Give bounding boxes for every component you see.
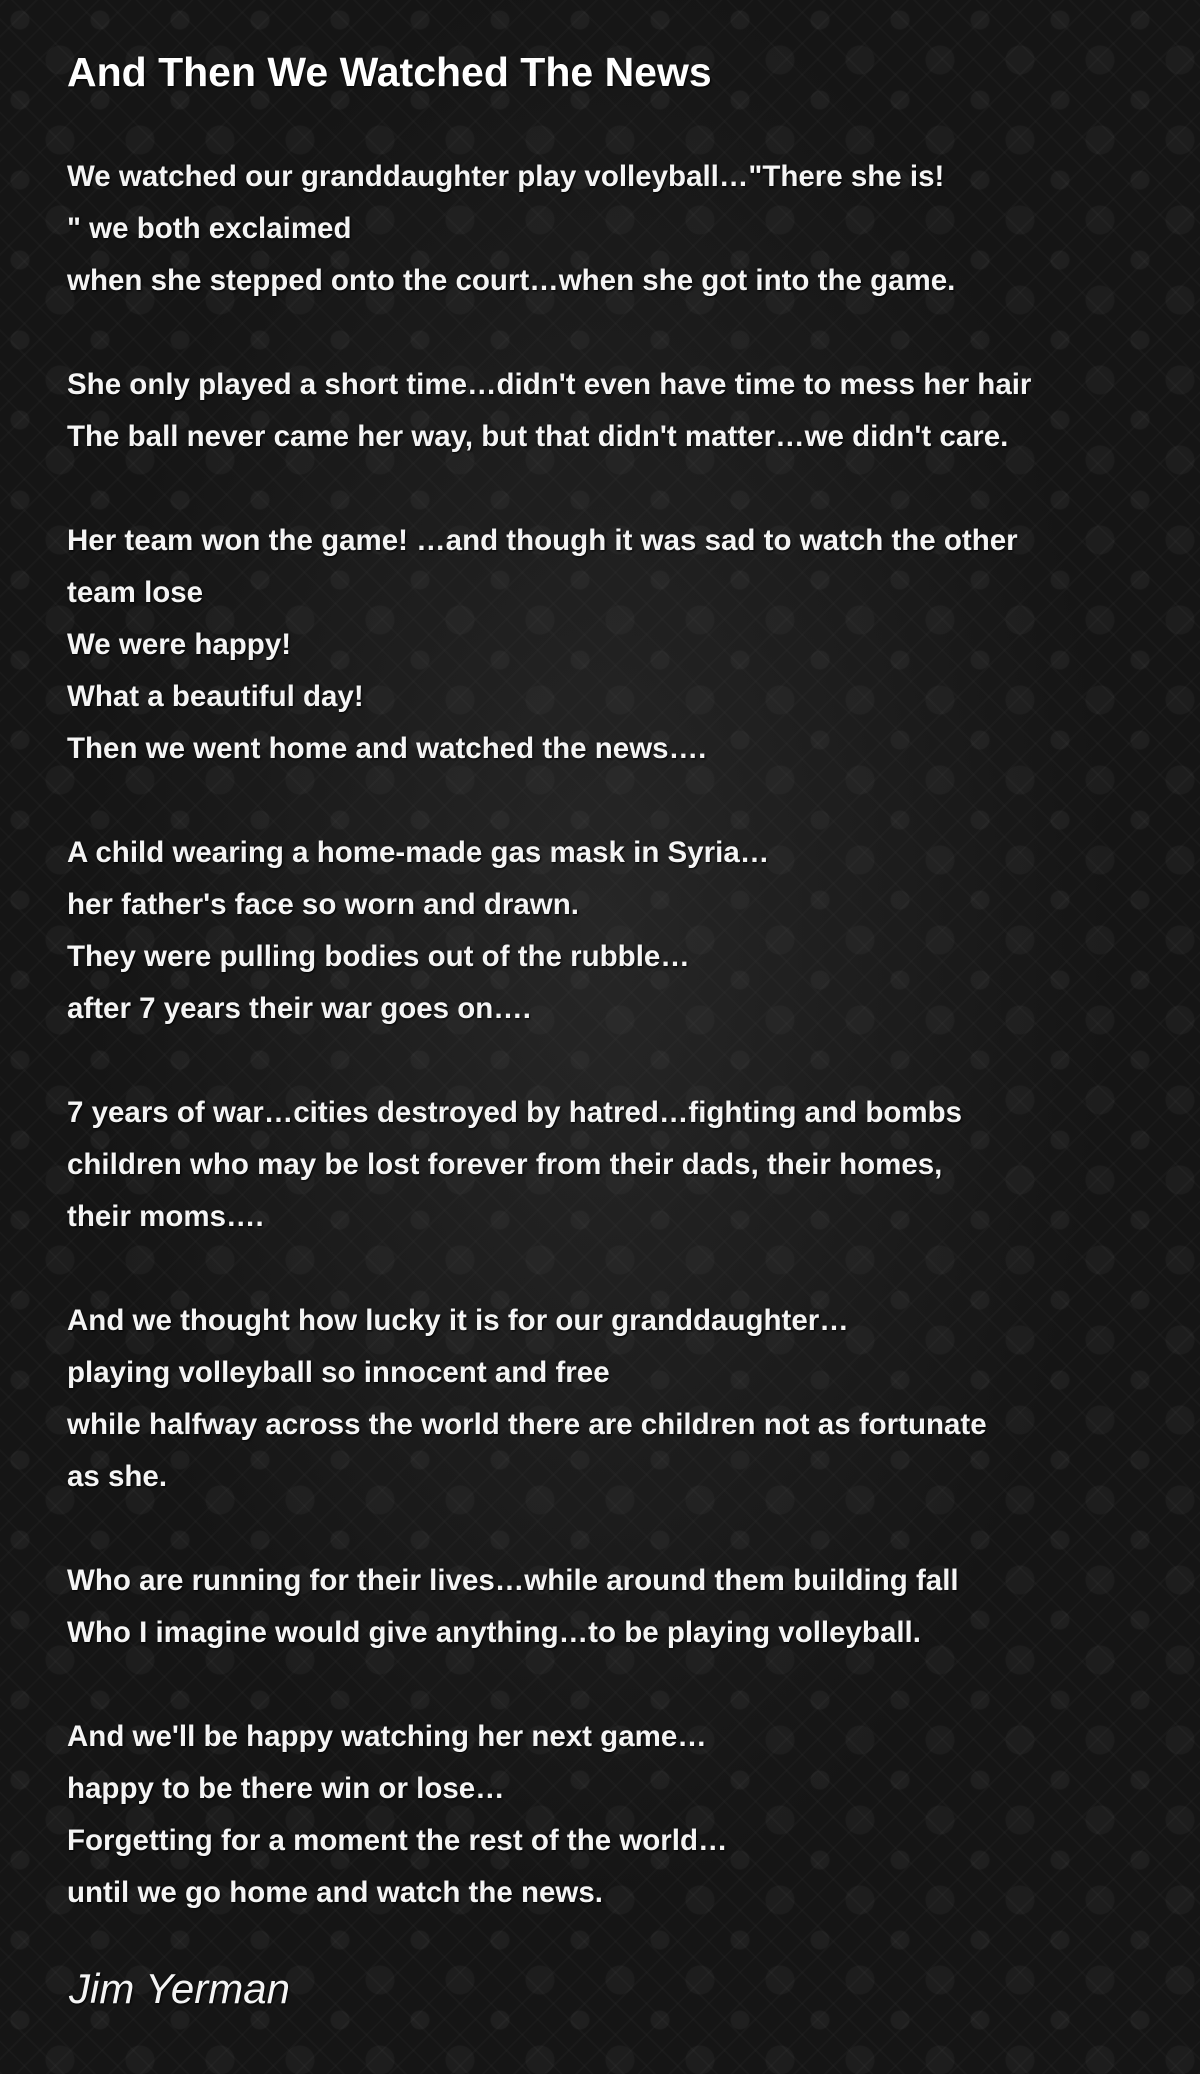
poem-line: Her team won the game! …and though it was sad to watch the other	[67, 524, 1018, 558]
poem-line: after 7 years their war goes on….	[67, 992, 531, 1026]
poem-line: A child wearing a home-made gas mask in Syria…	[67, 836, 770, 870]
poem-line: Then we went home and watched the news….	[67, 732, 707, 766]
poem-author: Jim Yerman	[69, 1965, 290, 2012]
poem-line: their moms….	[67, 1200, 264, 1234]
poem-stanza	[67, 1555, 1140, 1659]
poem-line: 7 years of war…cities destroyed by hatred…fighting and bombs	[67, 1096, 963, 1130]
poem-line: while halfway across the world there are children not as fortunate	[67, 1408, 987, 1442]
poem-line: Who I imagine would give anything…to be playing volleyball.	[67, 1616, 921, 1650]
poem-line: Forgetting for a moment the rest of the world…	[67, 1824, 728, 1858]
poem-title: And Then We Watched The News	[67, 49, 712, 95]
poem-stanza	[67, 1087, 1140, 1243]
poem-line: Who are running for their lives…while around them building fall	[67, 1564, 959, 1598]
poem-stanza	[67, 1295, 1140, 1503]
poem-stanza	[67, 151, 1140, 307]
poem-line: team lose	[67, 576, 204, 610]
poem-line: " we both exclaimed	[67, 212, 352, 246]
poem-line: She only played a short time…didn't even have time to mess her hair	[67, 368, 1032, 402]
poem-stanza	[67, 827, 1140, 1035]
poem-line: as she.	[67, 1460, 168, 1494]
poem-line: We were happy!	[67, 628, 292, 662]
poem-stanza	[67, 515, 1140, 775]
poem-line: What a beautiful day!	[67, 680, 364, 714]
poem-line: until we go home and watch the news.	[67, 1876, 603, 1910]
poem-line: We watched our granddaughter play volleyball…"There she is!	[67, 160, 945, 194]
poem-line: The ball never came her way, but that didn't matter…we didn't care.	[67, 420, 1009, 454]
poem-line: when she stepped onto the court…when she got into the game.	[67, 264, 956, 298]
poem-line: children who may be lost forever from their dads, their homes,	[67, 1148, 943, 1182]
poem-line: happy to be there win or lose…	[67, 1772, 505, 1806]
poem-stanza	[67, 359, 1140, 463]
poem-body	[67, 151, 1140, 1919]
poem-line: her father's face so worn and drawn.	[67, 888, 579, 922]
poem-line: And we'll be happy watching her next game…	[67, 1720, 707, 1754]
poem-stanza	[67, 1711, 1140, 1919]
poem-line: And we thought how lucky it is for our granddaughter…	[67, 1304, 849, 1338]
poem-line: playing volleyball so innocent and free	[67, 1356, 610, 1390]
poem-line: They were pulling bodies out of the rubble…	[67, 940, 690, 974]
